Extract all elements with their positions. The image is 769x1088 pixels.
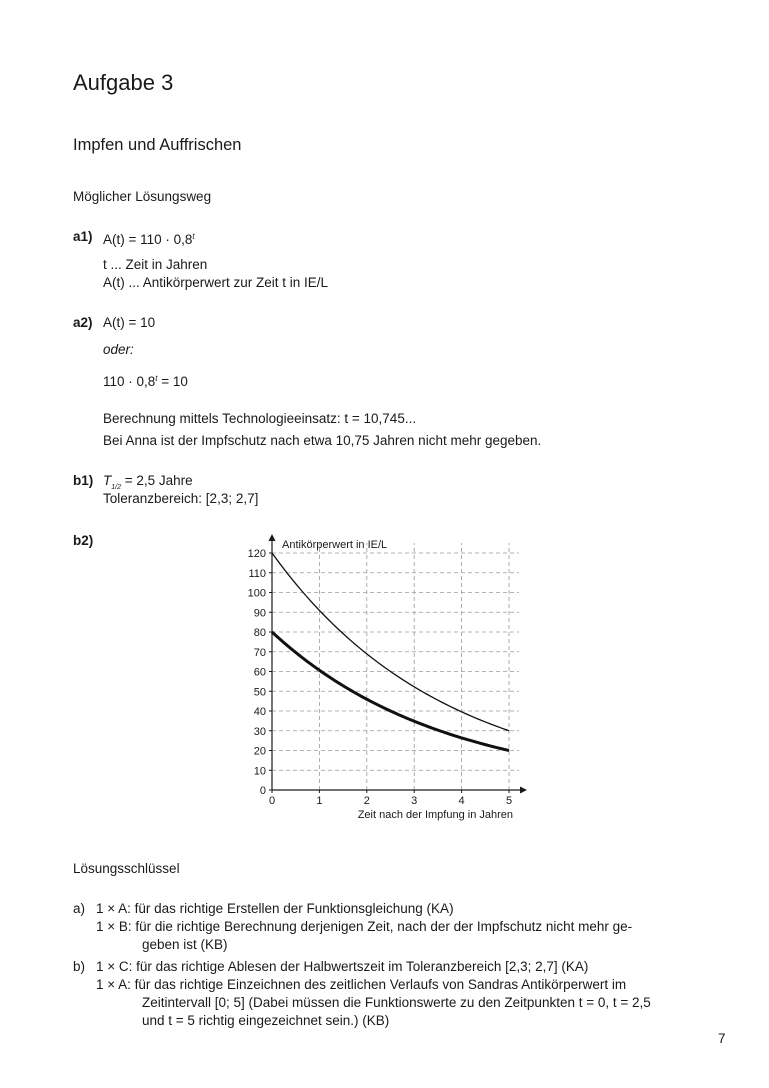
key-a2-line1: 1 × B: für die richtige Berechnung derjenigen Zeit, nach der der Impfschutz nicht mehr ge-	[96, 919, 633, 934]
x-axis-arrow	[520, 787, 527, 794]
label-b2: b2)	[73, 533, 94, 548]
x-tick-label: 5	[505, 795, 513, 807]
page-subtitle: Impfen und Auffrischen	[73, 136, 242, 154]
halflife-subscript: 1/2	[111, 484, 121, 491]
conclusion-text: Bei Anna ist der Impfschutz nach etwa 10,75 Jahren nicht mehr gegeben.	[103, 433, 542, 448]
y-tick-label: 40	[253, 706, 266, 718]
y-tick-label: 0	[259, 785, 266, 797]
chart-grid	[272, 543, 519, 790]
y-tick-label: 10	[253, 765, 266, 778]
x-tick-label: 0	[268, 795, 276, 807]
x-tick-label: 4	[458, 795, 465, 807]
y-tick-label: 20	[253, 745, 266, 758]
y-tick-label: 100	[247, 587, 266, 600]
label-a1: a1)	[73, 229, 93, 244]
tolerance-text: Toleranzbereich: [2,3; 2,7]	[103, 491, 259, 506]
equation-a2-alt-base: 110 · 0,8	[103, 374, 156, 389]
key-label-b: b)	[73, 959, 86, 974]
equation-a2: A(t) = 10	[103, 315, 156, 330]
equation-a2-alt-exponent: t	[155, 374, 158, 383]
key-b2-line2: Zeitintervall [0; 5] (Dabei müssen die Funktionswerte zu den Zeitpunkten t = 0, t = 2,5	[142, 995, 651, 1010]
page-number: 7	[718, 1031, 726, 1046]
equation-a1	[103, 228, 195, 249]
label-a2: a2)	[73, 315, 93, 330]
equation-a2-alt-rhs: = 10	[157, 374, 188, 389]
equation-a1-exponent: t	[192, 232, 195, 241]
series-line-thin	[272, 553, 509, 731]
key-b1: 1 × C: für das richtige Ablesen der Halbwertszeit im Toleranzbereich [2,3; 2,7] (KA)	[96, 959, 589, 974]
y-tick-label: 80	[253, 627, 266, 639]
x-tick-label: 2	[363, 795, 370, 807]
decay-chart	[238, 530, 538, 830]
page-title: Aufgabe 3	[73, 70, 174, 95]
halflife-symbol: T	[103, 473, 112, 488]
calculation-text: Berechnung mittels Technologieeinsatz: t = 10,745...	[103, 411, 417, 426]
y-tick-label: 60	[253, 666, 266, 679]
halflife-text: = 2,5 Jahre	[120, 473, 193, 488]
equation-a1-base: A(t) = 110 · 0,8	[103, 232, 193, 247]
y-tick-label: 30	[253, 725, 266, 738]
key-a2-line2: geben ist (KB)	[142, 937, 228, 952]
y-tick-label: 120	[247, 548, 266, 560]
label-b1: b1)	[73, 473, 94, 488]
chart-ylabel: Antikörperwert in IE/L	[282, 539, 388, 551]
x-tick-label: 1	[316, 795, 323, 807]
chart-xlabel: Zeit nach der Impfung in Jahren	[357, 809, 513, 821]
chart-ticks	[248, 548, 512, 807]
key-b2-line1: 1 × A: für das richtige Einzeichnen des zeitlichen Verlaufs von Sandras Antikörperwert im	[96, 977, 627, 992]
definition-t: t ... Zeit in Jahren	[103, 257, 208, 272]
definition-A: A(t) ... Antikörperwert zur Zeit t in IE/L	[103, 275, 329, 290]
key-b2-line3: und t = 5 richtig eingezeichnet sein.) (KB)	[142, 1013, 390, 1028]
y-tick-label: 90	[253, 607, 266, 620]
key-label-a: a)	[73, 901, 86, 916]
oder-text: oder:	[103, 342, 134, 357]
y-axis-arrow	[269, 534, 276, 541]
solution-heading: Möglicher Lösungsweg	[73, 189, 212, 204]
y-tick-label: 50	[253, 686, 266, 699]
equation-a2-alt	[103, 370, 188, 391]
x-tick-label: 3	[411, 795, 418, 807]
key-heading: Lösungsschlüssel	[73, 861, 180, 876]
y-tick-label: 110	[248, 567, 266, 580]
key-a1: 1 × A: für das richtige Erstellen der Funktionsgleichung (KA)	[96, 901, 454, 916]
y-tick-label: 70	[253, 646, 266, 659]
